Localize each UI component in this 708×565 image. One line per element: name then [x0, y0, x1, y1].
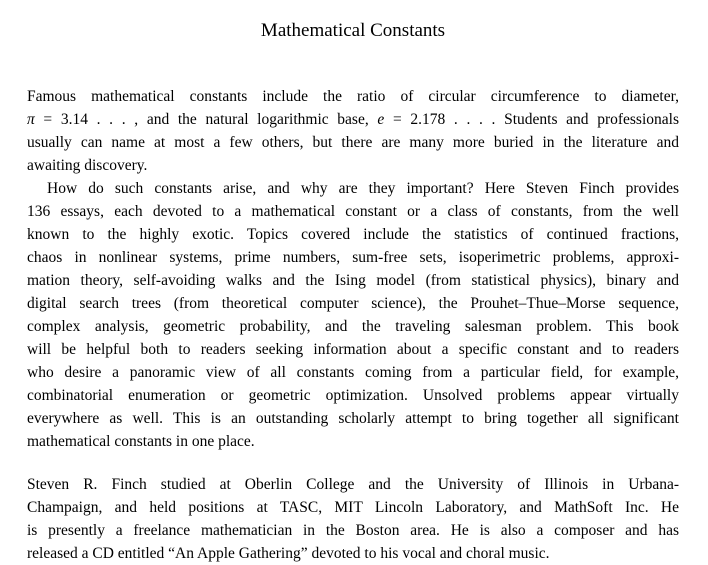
math-symbol: π [27, 111, 35, 128]
text-line [27, 430, 679, 453]
text-run: Steven R. Finch studied at Oberlin College and the University of Illinois in Urbana- [27, 476, 679, 493]
text-run: is presently a freelance mathematician in the Boston area. He is also a composer and has [27, 522, 679, 539]
text-line [27, 154, 679, 177]
text-run: = 2.178 . . . . Students and professionals [384, 111, 679, 128]
text-line [27, 315, 679, 338]
text-run: mation theory, self-avoiding walks and the Ising model (from statistical physics), binary and [27, 272, 679, 289]
text-line [27, 177, 679, 200]
text-line [27, 131, 679, 154]
text-run: Famous mathematical constants include the ratio of circular circumference to diameter, [27, 88, 679, 105]
text-run: awaiting discovery. [27, 157, 148, 174]
text-line [27, 542, 679, 565]
text-line [27, 407, 679, 430]
text-run: who desire a panoramic view of all constants coming from a particular field, for example, [27, 364, 679, 381]
paragraph-description [27, 177, 679, 453]
text-run: digital search trees (from theoretical computer science), the Prouhet–Thue–Morse sequence, [27, 295, 679, 312]
text-line [27, 361, 679, 384]
text-run: known to the highly exotic. Topics covered include the statistics of continued fractions, [27, 226, 679, 243]
text-line [27, 246, 679, 269]
text-run: complex analysis, geometric probability, and the traveling salesman problem. This book [27, 318, 679, 335]
text-run: Champaign, and held positions at TASC, MIT Lincoln Laboratory, and MathSoft Inc. He [27, 499, 679, 516]
text-line [27, 496, 679, 519]
text-run: chaos in nonlinear systems, prime numbers, sum-free sets, isoperimetric problems, approxi- [27, 249, 679, 266]
text-line [27, 384, 679, 407]
document-body [27, 85, 679, 565]
text-line [27, 338, 679, 361]
document-title: Mathematical Constants [260, 20, 446, 41]
text-run: released a CD entitled “An Apple Gathering” devoted to his vocal and choral music. [27, 545, 550, 562]
text-run: 136 essays, each devoted to a mathematical constant or a class of constants, from the well [27, 203, 679, 220]
text-run: How do such constants arise, and why are they important? Here Steven Finch provides [47, 180, 679, 197]
text-line [27, 519, 679, 542]
text-line [27, 85, 679, 108]
text-run: mathematical constants in one place. [27, 433, 255, 450]
text-line [27, 473, 679, 496]
text-run: will be helpful both to readers seeking information about a specific constant and to readers [27, 341, 679, 358]
paragraph-intro [27, 85, 679, 177]
text-line [27, 292, 679, 315]
text-line [27, 223, 679, 246]
text-run: combinatorial enumeration or geometric optimization. Unsolved problems appear virtually [27, 387, 679, 404]
math-symbol: e [377, 111, 385, 128]
text-run: everywhere as well. This is an outstanding scholarly attempt to bring together all significant [27, 410, 679, 427]
text-run: = 3.14 . . . , and the natural logarithmic base, [34, 111, 378, 128]
text-run: usually can name at most a few others, but there are many more buried in the literature and [27, 134, 679, 151]
text-line [27, 108, 679, 131]
text-line [27, 200, 679, 223]
text-line [27, 269, 679, 292]
paragraph-author-bio [27, 473, 679, 565]
